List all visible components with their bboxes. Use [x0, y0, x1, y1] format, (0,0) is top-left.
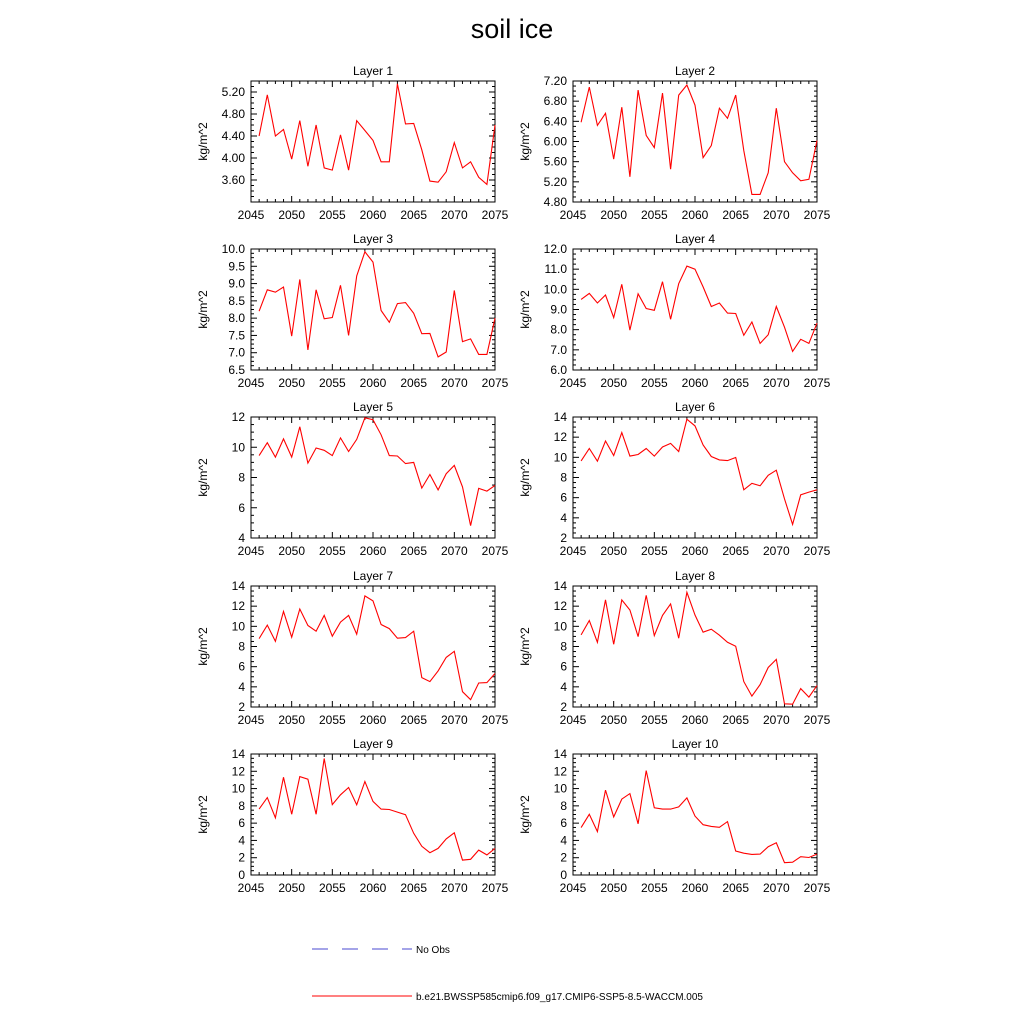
- panel-title: Layer 9: [352, 737, 394, 751]
- plot-frame: [251, 586, 495, 707]
- y-tick-label: 14: [553, 410, 567, 424]
- y-tick-label: 10: [231, 619, 245, 634]
- x-tick-label: 2075: [803, 208, 831, 222]
- x-tick-label: 2070: [762, 881, 790, 895]
- y-tick-label: 10.0: [221, 242, 245, 256]
- x-tick-label: 2050: [278, 208, 306, 222]
- y-tick-label: 6.0: [550, 363, 567, 377]
- panel-title: Layer 2: [674, 64, 716, 78]
- legend-model-label: b.e21.BWSSP585cmip6.f09_g17.CMIP6-SSP5-8.5-WACCM.005: [416, 992, 703, 1003]
- x-tick-label: 2065: [722, 376, 750, 390]
- x-tick-label: 2065: [400, 881, 428, 895]
- y-axis-label: kg/m^2: [196, 458, 210, 497]
- y-tick-label: 4.80: [543, 195, 567, 209]
- x-tick-label: 2055: [640, 208, 668, 222]
- panel-title: Layer 4: [674, 232, 716, 246]
- x-tick-label: 2070: [440, 376, 468, 390]
- y-tick-label: 8.0: [228, 311, 245, 326]
- plot-frame: [251, 754, 495, 875]
- y-tick-label: 9.0: [228, 276, 245, 291]
- y-tick-label: 2: [238, 700, 245, 714]
- x-tick-label: 2050: [600, 376, 628, 390]
- x-tick-label: 2060: [359, 544, 387, 558]
- y-tick-label: 4: [238, 833, 245, 848]
- x-tick-label: 2045: [237, 544, 265, 558]
- x-tick-label: 2050: [278, 713, 306, 727]
- panel-layer-9: [196, 737, 509, 895]
- series-line: [259, 252, 495, 357]
- x-tick-label: 2060: [359, 881, 387, 895]
- y-tick-label: 8.0: [550, 322, 567, 337]
- y-tick-label: 6: [560, 659, 567, 674]
- x-tick-label: 2065: [722, 713, 750, 727]
- y-tick-label: 14: [231, 579, 245, 593]
- y-tick-label: 3.60: [221, 173, 245, 187]
- x-tick-label: 2070: [440, 544, 468, 558]
- x-tick-label: 2050: [600, 544, 628, 558]
- y-axis-label: kg/m^2: [518, 795, 532, 834]
- panel-layer-1: [196, 64, 509, 222]
- y-tick-label: 7.20: [543, 74, 567, 88]
- x-tick-label: 2070: [762, 713, 790, 727]
- y-tick-label: 14: [553, 747, 567, 761]
- plot-frame: [573, 754, 817, 875]
- y-tick-label: 10: [553, 619, 567, 634]
- y-tick-label: 12: [553, 764, 567, 779]
- panel-layer-2: [518, 64, 831, 222]
- series-line: [259, 84, 495, 185]
- series-line: [581, 592, 817, 704]
- panel-title: Layer 8: [674, 569, 716, 583]
- y-tick-label: 2: [238, 850, 245, 865]
- y-tick-label: 12: [231, 599, 245, 614]
- legend-obs-label: No Obs: [416, 945, 450, 956]
- x-tick-label: 2055: [640, 544, 668, 558]
- y-tick-label: 6: [238, 816, 245, 831]
- y-tick-label: 7.0: [228, 345, 245, 360]
- x-tick-label: 2055: [640, 376, 668, 390]
- panel-layer-7: [196, 569, 509, 727]
- x-tick-label: 2070: [762, 544, 790, 558]
- x-tick-label: 2055: [318, 544, 346, 558]
- x-tick-label: 2070: [440, 208, 468, 222]
- y-tick-label: 14: [553, 579, 567, 593]
- y-tick-label: 4.00: [221, 151, 245, 165]
- y-axis-label: kg/m^2: [518, 627, 532, 666]
- panel-title: Layer 3: [352, 232, 394, 246]
- x-tick-label: 2055: [318, 881, 346, 895]
- x-tick-label: 2070: [762, 208, 790, 222]
- y-tick-label: 8.5: [228, 293, 245, 308]
- x-tick-label: 2070: [440, 881, 468, 895]
- y-tick-label: 0: [238, 868, 245, 882]
- x-tick-label: 2060: [359, 713, 387, 727]
- x-tick-label: 2050: [600, 881, 628, 895]
- y-tick-label: 12: [553, 599, 567, 614]
- y-tick-label: 12: [231, 410, 245, 424]
- y-axis-label: kg/m^2: [196, 627, 210, 666]
- y-tick-label: 4.40: [221, 129, 245, 143]
- y-tick-label: 6.5: [228, 363, 245, 377]
- y-tick-label: 9.5: [228, 259, 245, 274]
- x-tick-label: 2055: [640, 881, 668, 895]
- y-tick-label: 4: [238, 679, 245, 694]
- y-tick-label: 5.60: [543, 154, 567, 169]
- y-tick-label: 2: [560, 531, 567, 545]
- plot-frame: [573, 586, 817, 707]
- panel-layer-10: [518, 737, 831, 895]
- figure-title: soil ice: [470, 14, 554, 44]
- y-tick-label: 11.0: [544, 262, 567, 277]
- x-tick-label: 2045: [237, 713, 265, 727]
- y-tick-label: 2: [560, 850, 567, 865]
- panel-title: Layer 1: [352, 64, 394, 78]
- panel-layer-8: [518, 569, 831, 727]
- x-tick-label: 2055: [318, 208, 346, 222]
- y-tick-label: 6.40: [543, 114, 567, 129]
- y-axis-label: kg/m^2: [518, 458, 532, 497]
- y-tick-label: 12: [553, 430, 567, 445]
- series-line: [581, 85, 817, 194]
- y-tick-label: 6: [560, 490, 567, 505]
- y-tick-label: 8: [238, 798, 245, 813]
- x-tick-label: 2065: [400, 208, 428, 222]
- y-tick-label: 0: [560, 868, 567, 882]
- y-tick-label: 10.0: [543, 282, 567, 297]
- panel-title: Layer 6: [674, 400, 716, 414]
- x-tick-label: 2050: [278, 376, 306, 390]
- x-tick-label: 2045: [559, 881, 587, 895]
- y-tick-label: 8: [560, 798, 567, 813]
- y-tick-label: 7.5: [228, 328, 245, 343]
- x-tick-label: 2075: [803, 881, 831, 895]
- x-tick-label: 2070: [440, 713, 468, 727]
- y-tick-label: 5.20: [221, 85, 245, 99]
- x-tick-label: 2075: [481, 713, 509, 727]
- x-tick-label: 2060: [681, 881, 709, 895]
- y-tick-label: 8: [560, 639, 567, 654]
- x-tick-label: 2060: [359, 376, 387, 390]
- x-tick-label: 2075: [481, 208, 509, 222]
- x-tick-label: 2060: [681, 376, 709, 390]
- y-tick-label: 10: [553, 450, 567, 465]
- series-line: [259, 596, 495, 700]
- x-tick-label: 2075: [481, 881, 509, 895]
- y-tick-label: 4.80: [221, 107, 245, 121]
- y-tick-label: 12.0: [543, 242, 567, 256]
- y-tick-label: 14: [231, 747, 245, 761]
- y-tick-label: 8: [560, 470, 567, 485]
- y-axis-label: kg/m^2: [196, 290, 210, 329]
- y-tick-label: 10: [231, 781, 245, 796]
- x-tick-label: 2065: [400, 544, 428, 558]
- y-tick-label: 6.80: [543, 94, 567, 109]
- panel-title: Layer 10: [671, 737, 719, 751]
- y-tick-label: 7.0: [550, 342, 567, 357]
- y-tick-label: 6: [560, 816, 567, 831]
- x-tick-label: 2055: [640, 713, 668, 727]
- x-tick-label: 2045: [559, 544, 587, 558]
- series-line: [581, 771, 817, 863]
- y-tick-label: 4: [560, 679, 567, 694]
- x-tick-label: 2055: [318, 376, 346, 390]
- series-line: [581, 266, 817, 351]
- y-tick-label: 8: [238, 639, 245, 654]
- y-tick-label: 2: [560, 700, 567, 714]
- x-tick-label: 2075: [481, 544, 509, 558]
- legend: [312, 945, 703, 1003]
- panel-title: Layer 7: [352, 569, 394, 583]
- series-line: [259, 759, 495, 861]
- x-tick-label: 2060: [359, 208, 387, 222]
- panel-layer-6: [518, 400, 831, 558]
- y-tick-label: 10: [553, 781, 567, 796]
- x-tick-label: 2075: [803, 544, 831, 558]
- y-axis-label: kg/m^2: [196, 122, 210, 161]
- x-tick-label: 2065: [400, 376, 428, 390]
- y-axis-label: kg/m^2: [518, 290, 532, 329]
- x-tick-label: 2055: [318, 713, 346, 727]
- y-tick-label: 9.0: [550, 302, 567, 317]
- panel-layer-5: [196, 400, 509, 558]
- x-tick-label: 2075: [803, 713, 831, 727]
- x-tick-label: 2075: [803, 376, 831, 390]
- panel-title: Layer 5: [352, 400, 394, 414]
- panel-layer-4: [518, 232, 831, 390]
- x-tick-label: 2050: [600, 208, 628, 222]
- x-tick-label: 2065: [722, 881, 750, 895]
- y-tick-label: 12: [231, 764, 245, 779]
- x-tick-label: 2050: [278, 544, 306, 558]
- series-line: [259, 418, 495, 526]
- x-tick-label: 2060: [681, 208, 709, 222]
- x-tick-label: 2075: [481, 376, 509, 390]
- y-tick-label: 5.20: [543, 174, 567, 189]
- series-line: [581, 419, 817, 524]
- y-axis-label: kg/m^2: [196, 795, 210, 834]
- y-tick-label: 4: [238, 531, 245, 545]
- y-tick-label: 10: [231, 440, 245, 455]
- y-tick-label: 4: [560, 510, 567, 525]
- x-tick-label: 2045: [237, 208, 265, 222]
- plot-frame: [573, 417, 817, 538]
- y-tick-label: 8: [238, 470, 245, 485]
- y-tick-label: 6.00: [543, 134, 567, 149]
- x-tick-label: 2060: [681, 713, 709, 727]
- y-axis-label: kg/m^2: [518, 122, 532, 161]
- x-tick-label: 2065: [722, 544, 750, 558]
- y-tick-label: 4: [560, 833, 567, 848]
- x-tick-label: 2070: [762, 376, 790, 390]
- x-tick-label: 2050: [278, 881, 306, 895]
- x-tick-label: 2045: [237, 376, 265, 390]
- x-tick-label: 2045: [559, 713, 587, 727]
- y-tick-label: 6: [238, 500, 245, 515]
- panel-layer-3: [196, 232, 509, 390]
- x-tick-label: 2045: [559, 208, 587, 222]
- x-tick-label: 2045: [559, 376, 587, 390]
- x-tick-label: 2065: [722, 208, 750, 222]
- x-tick-label: 2050: [600, 713, 628, 727]
- x-tick-label: 2065: [400, 713, 428, 727]
- plot-frame: [573, 249, 817, 370]
- plot-frame: [573, 81, 817, 202]
- y-tick-label: 6: [238, 659, 245, 674]
- x-tick-label: 2045: [237, 881, 265, 895]
- x-tick-label: 2060: [681, 544, 709, 558]
